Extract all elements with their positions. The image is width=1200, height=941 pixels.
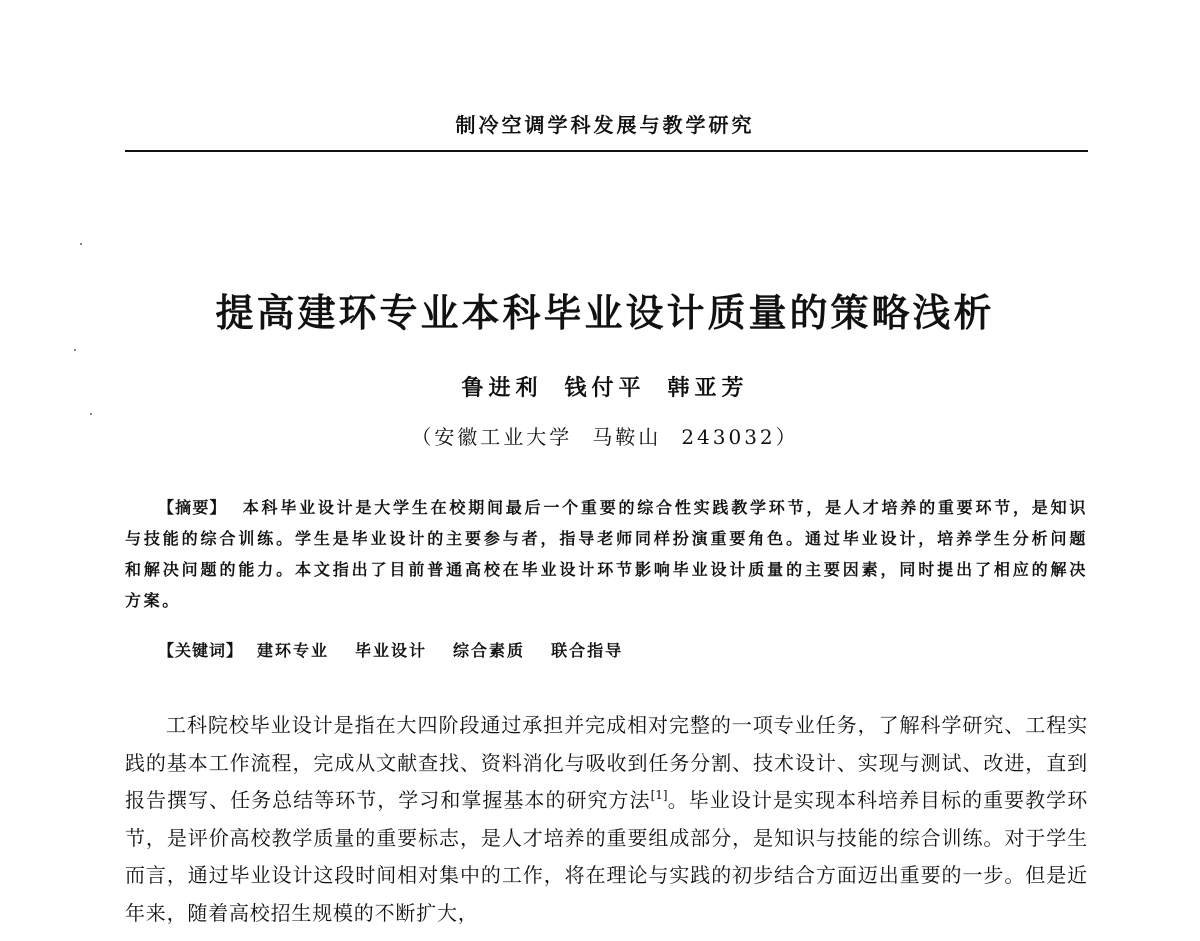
author-name: 鲁进利 [461, 375, 543, 401]
affiliation [125, 422, 1085, 452]
abstract [125, 492, 1088, 616]
running-header: 制冷空调学科发展与教学研究 [455, 113, 755, 137]
keyword-item: 联合指导 [551, 641, 624, 660]
header-rule [125, 150, 1088, 152]
citation-ref[interactable]: [1] [650, 788, 668, 802]
affiliation-city: 马鞍山 [592, 425, 662, 449]
author-list [125, 372, 1085, 404]
body-text-part-1: 工科院校毕业设计是指在大四阶段通过承担并完成相对完整的一项专业任务，了解科学研究、工程实践的基本工作流程，完成从文献查找、资料消化与吸收到任务分割、技术设计、实现与测试、改进，直到报告撰写、任务总结等环节，学习和掌握基本的研究方法 [125, 713, 1088, 812]
affiliation-postcode: 243032 [681, 425, 776, 449]
keyword-item: 毕业设计 [355, 641, 428, 660]
author-name: 钱付平 [564, 375, 646, 401]
affiliation-open-paren: （ [411, 425, 435, 449]
body-text-part-2: 。毕业设计是实现本科培养目标的重要教学环节，是评价高校教学质量的重要标志，是人才培养的重要组成部分，是知识与技能的综合训练。对于学生而言，通过毕业设计这段时间相对集中的工作，将在理论与实践的初步结合方面迈出重要的一步。但是近年来，随着高校招生规模的不断扩大， [125, 788, 1089, 925]
affiliation-institution: 安徽工业大学 [434, 425, 573, 449]
scan-speck [74, 349, 76, 351]
keyword-item: 综合素质 [453, 641, 526, 660]
abstract-label: 【摘要】 [158, 498, 227, 517]
scan-speck [90, 413, 92, 415]
keywords-label: 【关键词】 [158, 641, 244, 660]
abstract-text: 本科毕业设计是大学生在校期间最后一个重要的综合性实践教学环节，是人才培养的重要环节，是知识与技能的综合训练。学生是毕业设计的主要参与者，指导老师同样扮演重要角色。通过毕业设计，培养学生分析问题和解决问题的能力。本文指出了目前普通高校在毕业设计环节影响毕业设计质量的主要因素，同时提出了相应的解决方案。 [125, 498, 1088, 610]
body-paragraph [125, 707, 1088, 932]
author-name: 韩亚芳 [667, 375, 749, 401]
scan-speck [80, 243, 82, 245]
keywords [125, 636, 1088, 666]
paper-title: 提高建环专业本科毕业设计质量的策略浅析 [215, 291, 995, 335]
affiliation-close-paren: ） [775, 425, 799, 449]
keyword-item: 建环专业 [257, 641, 330, 660]
